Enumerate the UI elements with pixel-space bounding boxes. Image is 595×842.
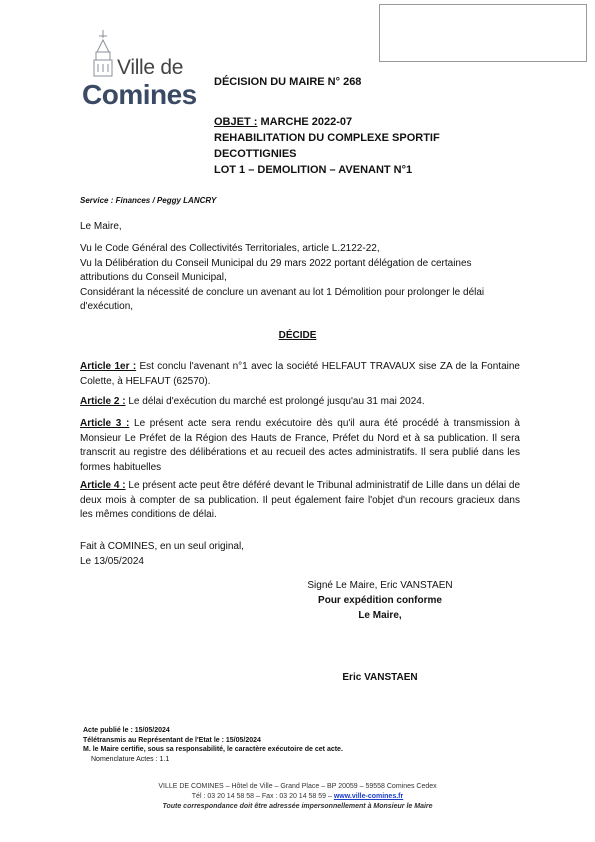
website-link[interactable]: www.ville-comines.fr	[333, 793, 404, 800]
objet-line2: REHABILITATION DU COMPLEXE SPORTIF	[214, 132, 440, 144]
article-label: Article 1er :	[80, 361, 137, 372]
stamp-box	[379, 4, 587, 62]
article-label: Article 2 :	[80, 396, 126, 407]
closing-date: Le 13/05/2024	[80, 555, 144, 567]
article-text: Le délai d'exécution du marché est prolongé jusqu'au 31 mai 2024.	[125, 396, 425, 407]
article-text: Le présent acte peut être déféré devant le Tribunal administratif de Lille dans un délai de deux mois à compter de sa publication. Il peut également faire l'objet d'un recours gracieux dans les mêmes conditions de délai.	[80, 480, 520, 520]
article-text: Le présent acte sera rendu exécutoire dès qu'il aura été procédé à transmission à Monsieur Le Préfet de la Région des Hauts de France, Préfet du Nord et à sa publication. Il sera transcrit au registre des délibérations et au recueil des actes administratifs. Il sera publié dans les formes habituelles	[80, 418, 520, 473]
publication-block	[83, 726, 343, 764]
logo-text-ville-de: Ville de	[117, 56, 184, 79]
objet-line4: LOT 1 – DEMOLITION – AVENANT N°1	[214, 164, 413, 176]
objet-block	[214, 114, 514, 178]
service-line: Service : Finances / Peggy LANCRY	[80, 196, 217, 205]
teletransmis: Télétransmis au Représentant de l'Etat le : 15/05/2024	[83, 736, 261, 744]
decision-title: DÉCISION DU MAIRE N° 268	[214, 76, 362, 88]
article-2	[80, 395, 520, 410]
objet-line1: MARCHE 2022-07	[257, 116, 353, 128]
certification: M. le Maire certifie, sous sa responsabilité, le caractère exécutoire de cet acte.	[83, 746, 343, 753]
article-4	[80, 479, 520, 523]
footer-contact	[0, 792, 595, 802]
logo-text-comines: Comines	[82, 79, 197, 110]
objet-line3: DECOTTIGNIES	[214, 148, 297, 160]
article-label: Article 4 :	[80, 480, 126, 491]
signature-le-maire: Le Maire,	[358, 610, 402, 621]
article-text: Est conclu l'avenant n°1 avec la société HELFAUT TRAVAUX sise ZA de la Fontaine Colette, à HELFAUT (62570).	[80, 361, 520, 387]
article-1	[80, 360, 520, 389]
footer-phone: Tél : 03 20 14 58 58 – Fax : 03 20 14 58 59 –	[191, 793, 334, 800]
signe-le-maire: Signé Le Maire, Eric VANSTAEN	[307, 580, 453, 591]
considerant: Considérant la nécessité de conclure un avenant au lot 1 Démolition pour prolonger le délai	[80, 286, 485, 298]
signatory-name: Eric VANSTAEN	[342, 672, 418, 683]
article-label: Article 3 :	[80, 418, 130, 429]
footer-notice: Toute correspondance doit être adressée impersonnellement à Monsieur le Maire	[162, 803, 433, 810]
article-3	[80, 417, 520, 475]
vu-deliberation: Vu la Délibération du Conseil Municipal du 29 mars 2022 portant délégation de certaines	[80, 257, 472, 269]
fait-a: Fait à COMINES, en un seul original,	[80, 541, 244, 552]
acte-publie: Acte publié le : 15/05/2024	[83, 727, 170, 734]
pour-expedition: Pour expédition conforme	[318, 595, 442, 606]
footer	[0, 782, 595, 812]
decide-heading: DÉCIDE	[278, 330, 317, 341]
footer-address: VILLE DE COMINES – Hôtel de Ville – Grand Place – BP 20059 – 59558 Comines Cedex	[158, 783, 437, 790]
objet-label: OBJET :	[214, 116, 258, 128]
le-maire-intro: Le Maire,	[80, 221, 122, 232]
closing-block	[80, 540, 244, 569]
vu-deliberation-cont: attributions du Conseil Municipal,	[80, 272, 227, 283]
nomenclature: Nomenclature Actes : 1.1	[91, 755, 170, 763]
vu-cgct: Vu le Code Général des Collectivités Territoriales, article L.2122-22,	[80, 243, 380, 254]
considerant-cont: d'exécution,	[80, 301, 134, 312]
visas-block	[80, 242, 520, 315]
